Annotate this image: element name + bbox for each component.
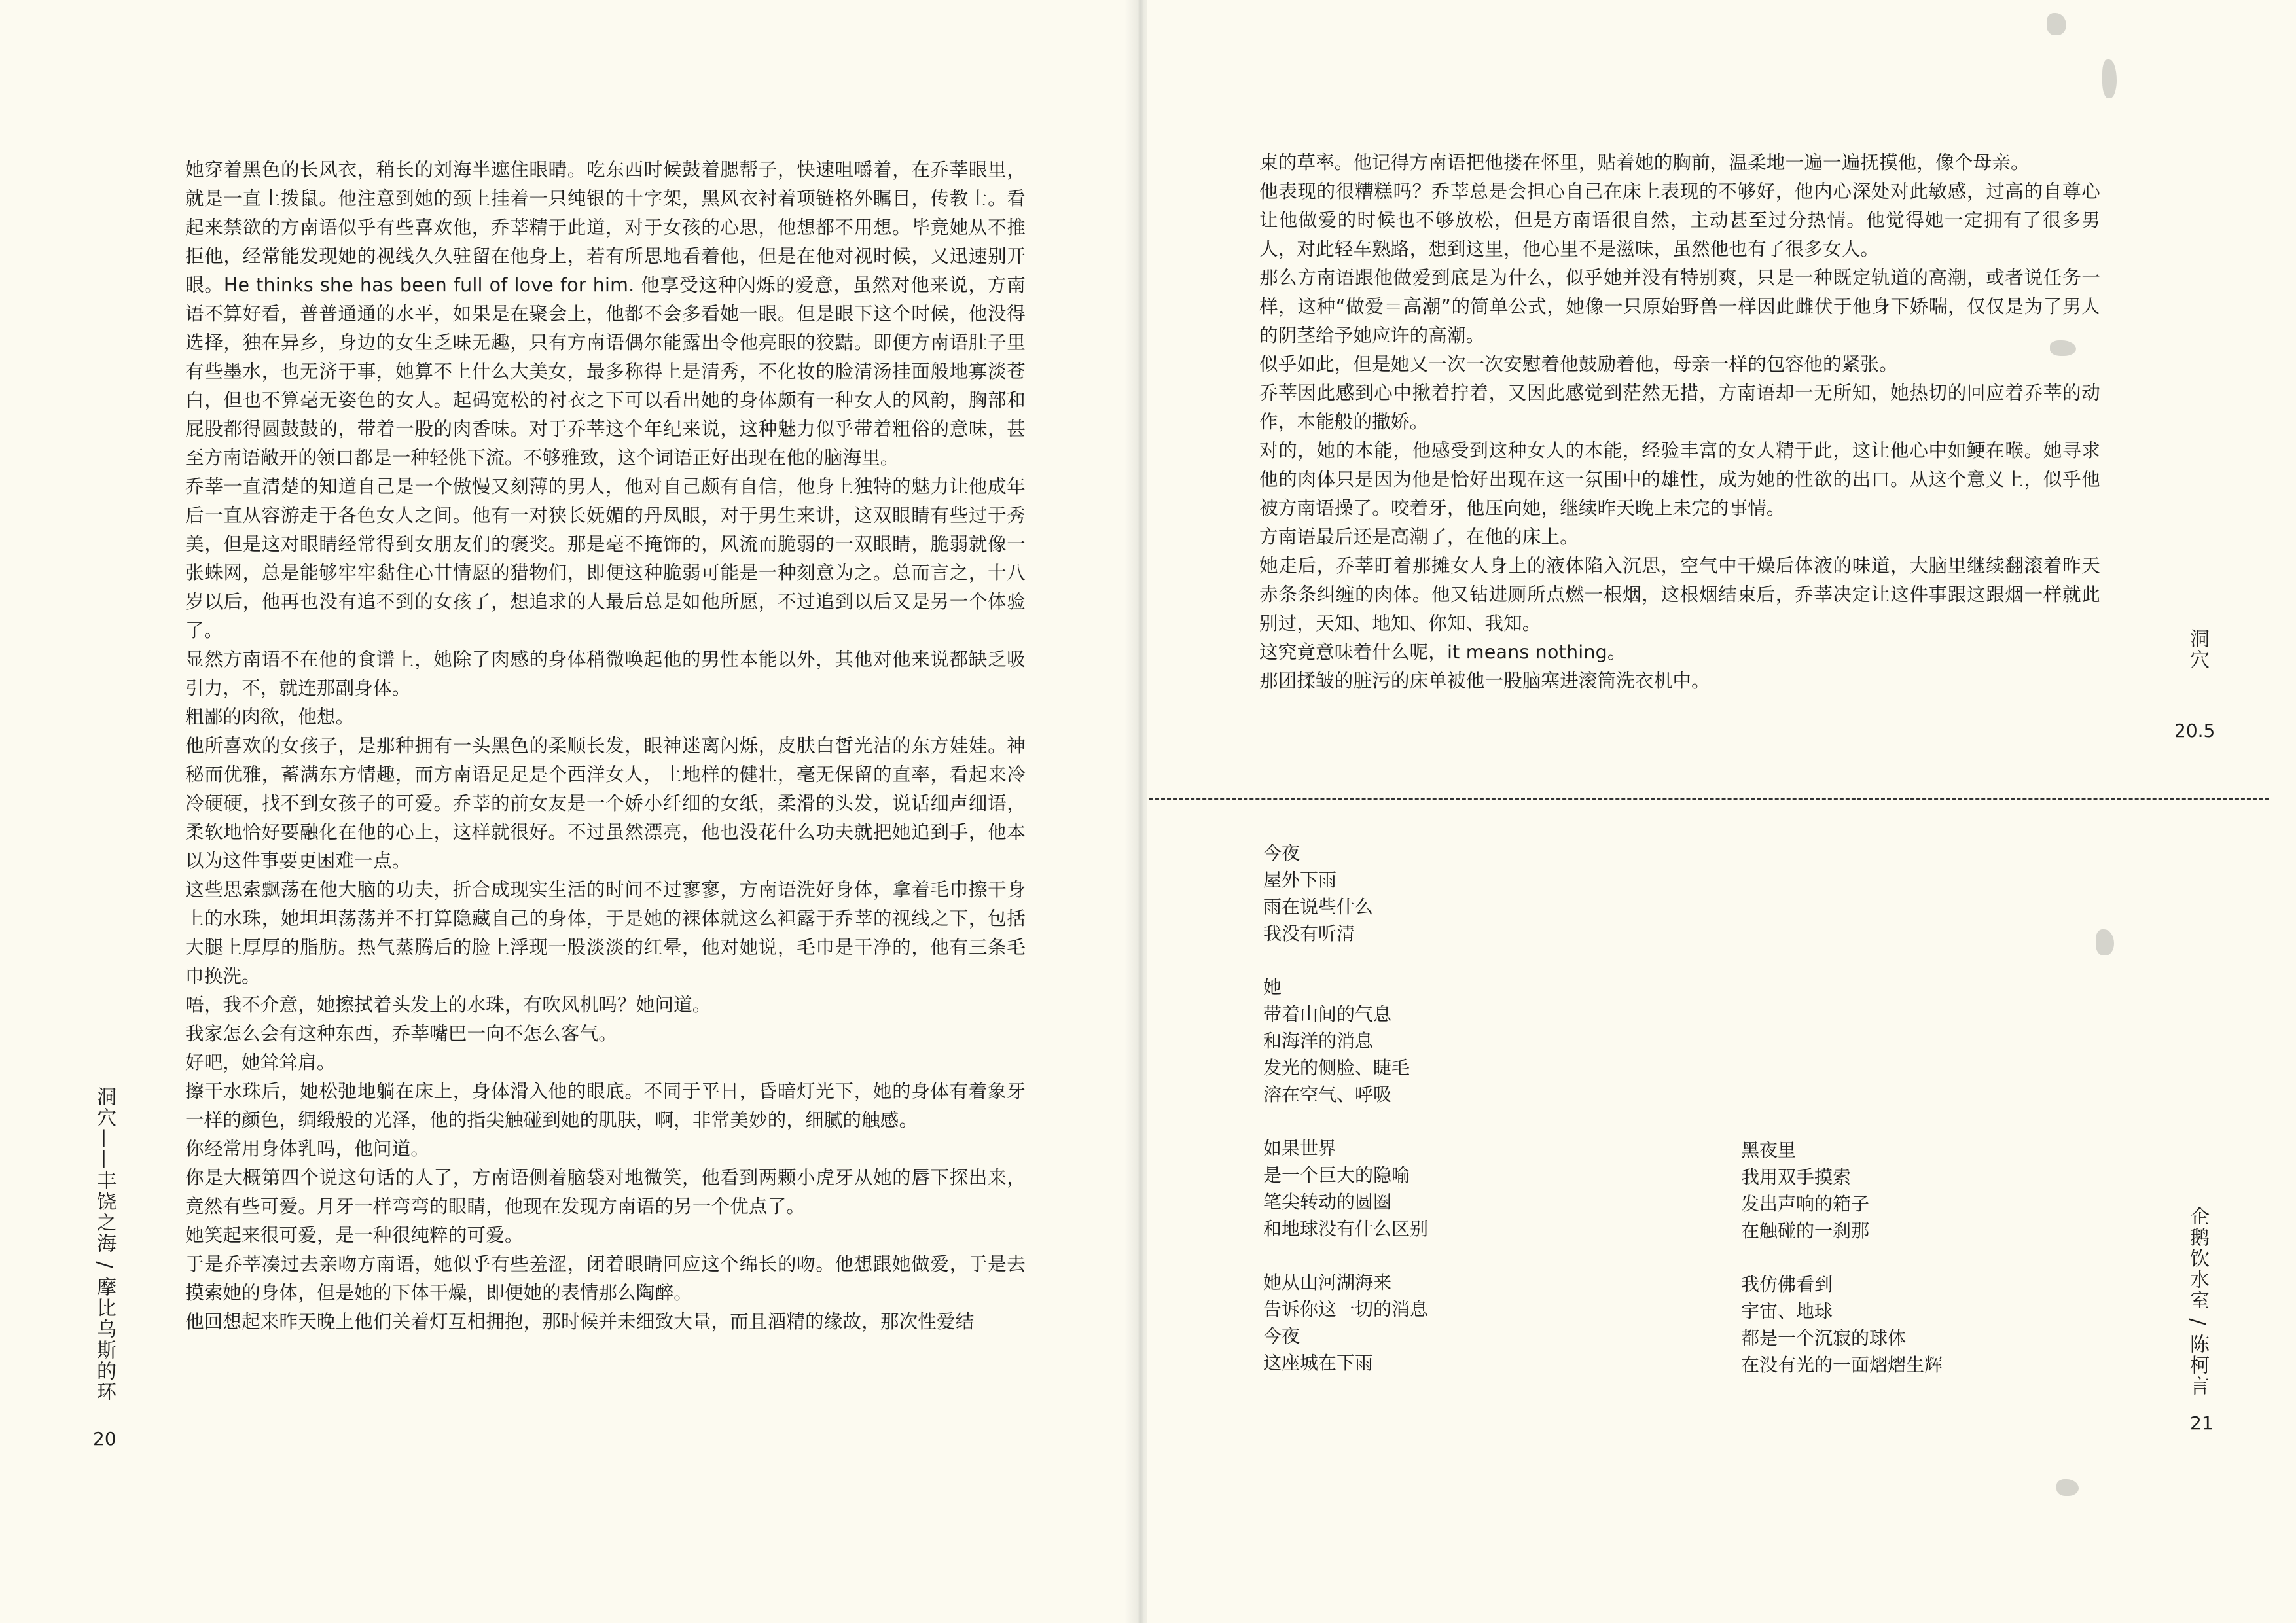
right-paragraph: 他表现的很糟糕吗？乔莘总是会担心自己在床上表现的不够好，他内心深处对此敏感，过高的自尊心让他做爱的时候也不够放松，但是方南语很自然，主动甚至过分热情。他觉得她一定拥有了很多男人，对此轻车熟路，想到这里，他心里不是滋味，虽然他也有了很多女人。 (1259, 181, 2100, 260)
left-paragraph: 粗鄙的肉欲，他想。 (185, 706, 355, 728)
poem-line: 都是一个沉寂的球体 (1741, 1327, 1907, 1349)
scan-smudge (2047, 13, 2066, 35)
poem-line: 我用双手摸索 (1741, 1166, 1852, 1188)
right-paragraph: 那么方南语跟他做爱到底是为什么，似乎她并没有特别爽，只是一种既定轨道的高潮，或者说任务一样，这种“做爱＝高潮”的简单公式，她像一只原始野兽一样因此雌伏于他身下娇喘，仅仅是为了男人的阴茎给予她应许的高潮。 (1259, 267, 2100, 346)
poem-line: 溶在空气、呼吸 (1263, 1084, 1392, 1105)
left-paragraph: 好吧，她耸耸肩。 (185, 1052, 336, 1073)
right-paragraph: 对的，她的本能，他感受到这种女人的本能，经验丰富的女人精于此，这让他心中如鲠在喉。她寻求他的肉体只是因为他是恰好出现在这一氛围中的雄性，成为她的性欲的出口。从这个意义上，似乎他被方南语操了。咬着牙，他压向她，继续昨天晚上未完的事情。 (1259, 440, 2100, 519)
left-page-body (185, 156, 1026, 1399)
right-paragraph: 似乎如此，但是她又一次一次安慰着他鼓励着他，母亲一样的包容他的紧张。 (1259, 353, 1898, 375)
poem-line: 今夜 (1263, 1325, 1300, 1347)
right-paragraph: 那团揉皱的脏污的床单被他一股脑塞进滚筒洗衣机中。 (1259, 670, 1710, 692)
poem-line: 我仿佛看到 (1741, 1274, 1833, 1295)
left-running-title: 洞穴——丰饶之海 / 摩比乌斯的环 (93, 1086, 116, 1403)
right-page-number: 21 (2190, 1412, 2214, 1434)
left-paragraph: 我家怎么会有这种东西，乔莘嘴巴一向不怎么客气。 (185, 1023, 618, 1044)
poem-line: 屋外下雨 (1263, 869, 1337, 891)
left-paragraph: 显然方南语不在他的食谱上，她除了肉感的身体稍微唤起他的男性本能以外，其他对他来说都缺乏吸引力，不，就连那副身体。 (185, 649, 1026, 699)
poem-line: 她从山河湖海来 (1263, 1272, 1392, 1293)
right-paragraph: 方南语最后还是高潮了，在他的床上。 (1259, 526, 1579, 548)
poem-stanza (1263, 1135, 1656, 1242)
poem-line: 在触碰的一刹那 (1741, 1220, 1870, 1241)
left-paragraph: 擦干水珠后，她松弛地躺在床上，身体滑入他的眼底。不同于平日，昏暗灯光下，她的身体有着象牙一样的颜色，绸缎般的光泽，他的指尖触碰到她的肌肤，啊，非常美妙的，细腻的触感。 (185, 1080, 1026, 1131)
left-paragraph: 你是大概第四个说这句话的人了，方南语侧着脑袋对地微笑，他看到两颗小虎牙从她的唇下探出来，竟然有些可爱。月牙一样弯弯的眼睛，他现在发现方南语的另一个优点了。 (185, 1167, 1026, 1217)
poem-stanza (1263, 840, 1656, 947)
poem-line: 告诉你这一切的消息 (1263, 1298, 1429, 1320)
poem-line: 黑夜里 (1741, 1139, 1797, 1161)
right-running-title: 企鹅饮水室 / 陈柯言 (2186, 1206, 2209, 1397)
poem-line: 在没有光的一面熠熠生辉 (1741, 1354, 1943, 1376)
poem-line: 和地球没有什么区别 (1263, 1218, 1429, 1240)
scan-smudge (2056, 1479, 2079, 1496)
left-paragraph: 于是乔莘凑过去亲吻方南语，她似乎有些羞涩，闭着眼睛回应这个绵长的吻。他想跟她做爱，于是去摸索她的身体，但是她的下体干燥，即便她的表情那么陶醉。 (185, 1253, 1026, 1304)
poem-line: 我没有听清 (1263, 923, 1355, 944)
right-page-body (1259, 149, 2100, 718)
left-paragraph: 她笑起来很可爱，是一种很纯粹的可爱。 (185, 1224, 524, 1246)
scan-smudge (2102, 59, 2117, 98)
left-page (0, 0, 1132, 1623)
poem-column-left (1263, 840, 1656, 1376)
poem-stanza (1741, 1137, 2134, 1244)
poem-line: 是一个巨大的隐喻 (1263, 1164, 1410, 1186)
right-paragraph: 她走后，乔莘盯着那摊女人身上的液体陷入沉思，空气中干燥后体液的味道，大脑里继续翻滚着昨天赤条条纠缠的肉体。他又钻进厕所点燃一根烟，这根烟结束后，乔莘决定让这件事跟这跟烟一样就此别过，天知、地知、你知、我知。 (1259, 555, 2100, 634)
right-paragraph: 束的草率。他记得方南语把他搂在怀里，贴着她的胸前，温柔地一遍一遍抚摸他，像个母亲。 (1259, 152, 2030, 173)
left-paragraph: 你经常用身体乳吗，他问道。 (185, 1138, 430, 1160)
poem-line: 她 (1263, 976, 1282, 998)
poem-line: 雨在说些什么 (1263, 896, 1374, 918)
right-paragraph: 乔莘因此感到心中揪着拧着，又因此感觉到茫然无措，方南语却一无所知，她热切的回应着乔莘的动作，本能般的撒娇。 (1259, 382, 2100, 433)
issue-number: 20.5 (2174, 720, 2215, 741)
left-paragraph: 他所喜欢的女孩子，是那种拥有一头黑色的柔顺长发，眼神迷离闪烁，皮肤白皙光洁的东方娃娃。神秘而优雅，蓄满东方情趣，而方南语足足是个西洋女人，土地样的健壮，毫无保留的直率，看起来冷冷硬硬，找不到女孩子的可爱。乔莘的前女友是一个娇小纤细的女纸，柔滑的头发，说话细声细语，柔软地恰好要融化在他的心上，这样就很好。不过虽然漂亮，他也没花什么功夫就把她追到手，他本以为这件事要更困难一点。 (185, 735, 1026, 872)
poem-stanza (1263, 1269, 1656, 1376)
scan-smudge (2096, 929, 2114, 955)
left-paragraph: 他回想起来昨天晚上他们关着灯互相拥抱，那时候并未细致大量，而且酒精的缘故，那次性爱结 (185, 1311, 975, 1332)
left-page-number: 20 (93, 1428, 117, 1450)
poem-line: 宇宙、地球 (1741, 1300, 1833, 1322)
poem-line: 发光的侧脸、睫毛 (1263, 1057, 1410, 1079)
poem-stanza (1741, 1271, 2134, 1378)
left-paragraph: 乔莘一直清楚的知道自己是一个傲慢又刻薄的男人，他对自己颇有自信，他身上独特的魅力让他成年后一直从容游走于各色女人之间。他有一对狭长妩媚的丹凤眼，对于男生来讲，这双眼睛有些过于秀美，但是这对眼睛经常得到女朋友们的褒奖。那是毫不掩饰的，风流而脆弱的一双眼睛，脆弱就像一张蛛网，总是能够牢牢黏住心甘情愿的猎物们，即便这种脆弱可能是一种刻意为之。总而言之，十八岁以后，他再也没有追不到的女孩了，想追求的人最后总是如他所愿，不过追到以后又是另一个体验了。 (185, 476, 1026, 641)
poem-stanza (1263, 974, 1656, 1108)
poem-line: 发出声响的箱子 (1741, 1193, 1870, 1215)
poem-line: 如果世界 (1263, 1137, 1337, 1159)
right-section-title: 洞穴 (2186, 628, 2209, 670)
poem-line: 这座城在下雨 (1263, 1352, 1374, 1374)
poem-line: 今夜 (1263, 842, 1300, 864)
section-divider (1149, 798, 2269, 800)
left-paragraph: 这些思索飘荡在他大脑的功夫，折合成现实生活的时间不过寥寥，方南语洗好身体，拿着毛巾擦干身上的水珠，她坦坦荡荡并不打算隐藏自己的身体，于是她的裸体就这么袒露于乔莘的视线之下，包括大腿上厚厚的脂肪。热气蒸腾后的脸上浮现一股淡淡的红晕，他对她说，毛巾是干净的，他有三条毛巾换洗。 (185, 879, 1026, 987)
left-paragraph: 她穿着黑色的长风衣，稍长的刘海半遮住眼睛。吃东西时候鼓着腮帮子，快速咀嚼着，在乔莘眼里，就是一直土拨鼠。他注意到她的颈上挂着一只纯银的十字架，黑风衣衬着项链格外瞩目，传教士。看起来禁欲的方南语似乎有些喜欢他，乔莘精于此道，对于女孩的心思，他想都不用想。毕竟她从不推拒他，经常能发现她的视线久久驻留在他身上，若有所思地看着他，但是在他对视时候，又迅速别开眼。He thinks she has been full of love for him. 他享受这种闪烁的爱意，虽然对他来说，方南语不算好看，普普通通的水平，如果是在聚会上，他都不会多看她一眼。但是眼下这个时候，他没得选择，独在异乡，身边的女生乏味无趣，只有方南语偶尔能露出令他亮眼的狡黠。即便方南语肚子里有些墨水，也无济于事，她算不上什么大美女，最多称得上是清秀，不化妆的脸清汤挂面般地寡淡苍白，但也不算毫无姿色的女人。起码宽松的衬衣之下可以看出她的身体颇有一种女人的风韵，胸部和屁股都得圆鼓鼓的，带着一股的肉香味。对于乔莘这个年纪来说，这种魅力似乎带着粗俗的意味，甚至方南语敞开的领口都是一种轻佻下流。不够雅致，这个词语正好出现在他的脑海里。 (185, 159, 1026, 469)
poem-line: 带着山间的气息 (1263, 1003, 1392, 1025)
left-paragraph: 唔，我不介意，她擦拭着头发上的水珠，有吹风机吗？她问道。 (185, 994, 711, 1016)
poem-line: 和海洋的消息 (1263, 1030, 1374, 1052)
poem-column-right (1741, 1137, 2134, 1378)
right-paragraph: 这究竟意味着什么呢，it means nothing。 (1259, 641, 1626, 663)
poem-line: 笔尖转动的圆圈 (1263, 1191, 1392, 1213)
